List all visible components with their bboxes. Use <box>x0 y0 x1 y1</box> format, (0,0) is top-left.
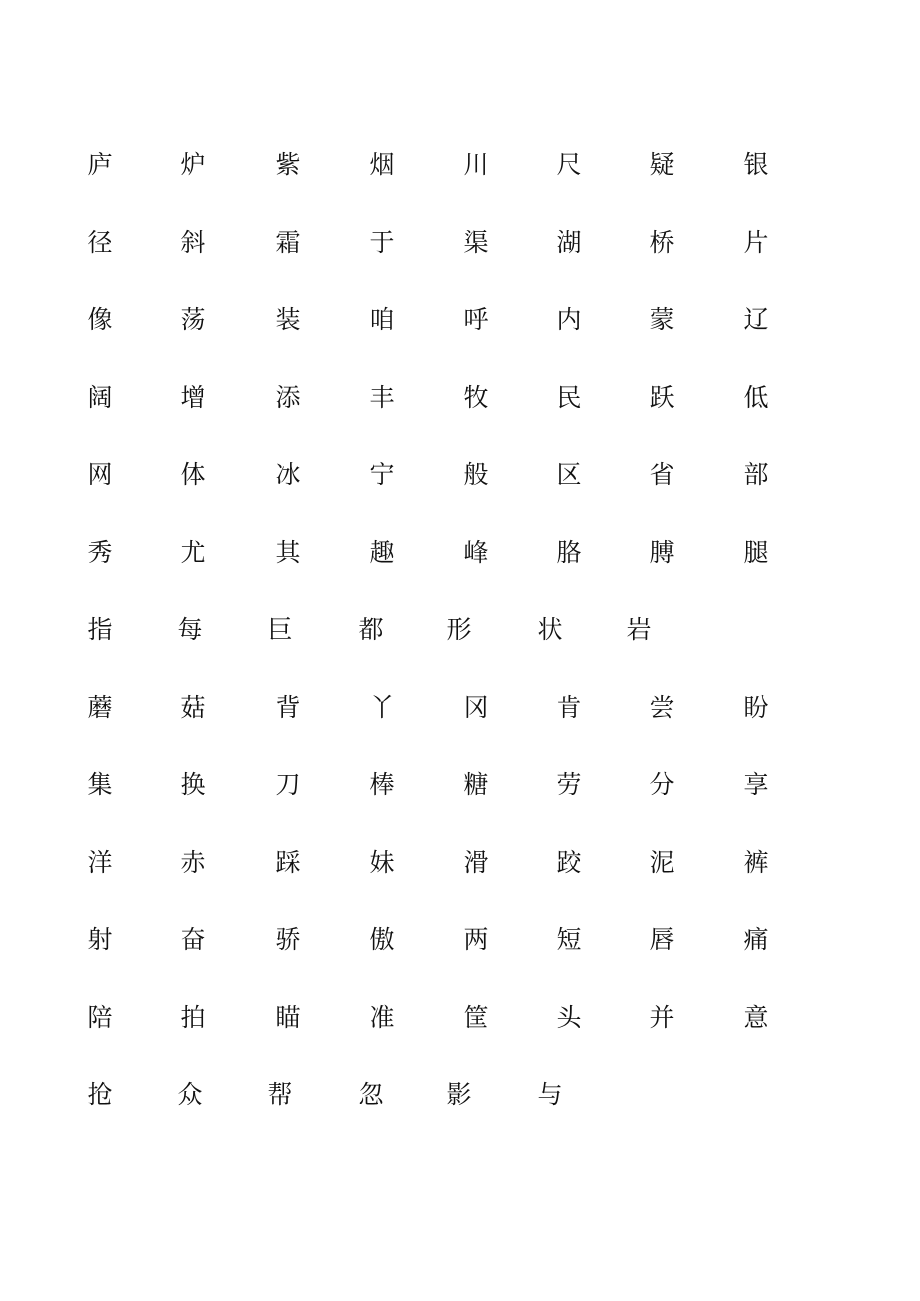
character-cell: 骄 <box>275 925 301 954</box>
character-cell: 疑 <box>649 150 675 179</box>
character-cell: 瞄 <box>275 1003 301 1032</box>
character-cell: 径 <box>87 228 113 257</box>
character-cell: 岩 <box>626 615 652 644</box>
character-row <box>0 688 920 728</box>
character-cell: 烟 <box>369 150 395 179</box>
character-cell: 辽 <box>743 305 769 334</box>
character-cell: 陪 <box>87 1003 113 1032</box>
character-cell: 民 <box>556 383 582 412</box>
character-cell: 每 <box>177 615 203 644</box>
character-cell: 背 <box>275 693 301 722</box>
character-cell: 省 <box>649 460 675 489</box>
character-cell: 棒 <box>369 770 395 799</box>
character-cell: 冰 <box>275 460 301 489</box>
character-cell: 斜 <box>180 228 206 257</box>
character-cell: 川 <box>463 150 489 179</box>
character-cell: 蒙 <box>649 305 675 334</box>
character-cell: 内 <box>556 305 582 334</box>
character-cell: 阔 <box>87 383 113 412</box>
character-cell: 宁 <box>369 460 395 489</box>
character-cell: 腿 <box>743 538 769 567</box>
character-cell: 冈 <box>463 693 489 722</box>
character-cell: 尤 <box>180 538 206 567</box>
character-row <box>0 455 920 495</box>
character-cell: 炉 <box>180 150 206 179</box>
character-cell: 劳 <box>556 770 582 799</box>
character-cell: 准 <box>369 1003 395 1032</box>
character-row <box>0 920 920 960</box>
character-cell: 糖 <box>463 770 489 799</box>
character-cell: 秀 <box>87 538 113 567</box>
character-row <box>0 145 920 185</box>
character-cell: 傲 <box>369 925 395 954</box>
character-cell: 膊 <box>649 538 675 567</box>
character-cell: 片 <box>743 228 769 257</box>
character-cell: 滑 <box>463 848 489 877</box>
character-cell: 趣 <box>369 538 395 567</box>
character-cell: 菇 <box>180 693 206 722</box>
character-cell: 跤 <box>556 848 582 877</box>
character-cell: 享 <box>743 770 769 799</box>
character-cell: 短 <box>556 925 582 954</box>
character-cell: 裤 <box>743 848 769 877</box>
character-cell: 渠 <box>463 228 489 257</box>
character-row <box>0 998 920 1038</box>
character-row <box>0 610 920 650</box>
character-row <box>0 765 920 805</box>
character-cell: 区 <box>556 460 582 489</box>
character-cell: 部 <box>743 460 769 489</box>
character-cell: 指 <box>87 615 113 644</box>
character-row <box>0 533 920 573</box>
character-cell: 头 <box>556 1003 582 1032</box>
character-cell: 霜 <box>275 228 301 257</box>
character-cell: 体 <box>180 460 206 489</box>
character-row <box>0 223 920 263</box>
character-row <box>0 1075 920 1115</box>
character-cell: 射 <box>87 925 113 954</box>
character-cell: 妹 <box>369 848 395 877</box>
character-cell: 峰 <box>463 538 489 567</box>
character-cell: 尝 <box>649 693 675 722</box>
character-cell: 胳 <box>556 538 582 567</box>
character-cell: 增 <box>180 383 206 412</box>
character-cell: 都 <box>358 615 384 644</box>
character-cell: 于 <box>369 228 395 257</box>
character-cell: 洋 <box>87 848 113 877</box>
character-cell: 跃 <box>649 383 675 412</box>
character-cell: 巨 <box>267 615 293 644</box>
character-cell: 肯 <box>556 693 582 722</box>
character-cell: 帮 <box>267 1080 293 1109</box>
character-cell: 赤 <box>180 848 206 877</box>
character-cell: 其 <box>275 538 301 567</box>
character-cell: 筐 <box>463 1003 489 1032</box>
character-cell: 尺 <box>556 150 582 179</box>
character-cell: 牧 <box>463 383 489 412</box>
character-cell: 盼 <box>743 693 769 722</box>
character-cell: 形 <box>446 615 472 644</box>
character-cell: 低 <box>743 383 769 412</box>
character-cell: 唇 <box>649 925 675 954</box>
character-cell: 像 <box>87 305 113 334</box>
character-cell: 抢 <box>87 1080 113 1109</box>
character-row <box>0 300 920 340</box>
character-cell: 分 <box>649 770 675 799</box>
character-cell: 集 <box>87 770 113 799</box>
character-cell: 奋 <box>180 925 206 954</box>
character-cell: 桥 <box>649 228 675 257</box>
character-cell: 痛 <box>743 925 769 954</box>
character-cell: 泥 <box>649 848 675 877</box>
character-cell: 状 <box>537 615 563 644</box>
character-cell: 忽 <box>358 1080 384 1109</box>
character-cell: 意 <box>743 1003 769 1032</box>
character-cell: 踩 <box>275 848 301 877</box>
character-cell: 紫 <box>275 150 301 179</box>
character-cell: 庐 <box>87 150 113 179</box>
character-cell: 拍 <box>180 1003 206 1032</box>
character-row <box>0 843 920 883</box>
character-cell: 与 <box>537 1080 563 1109</box>
character-cell: 银 <box>743 150 769 179</box>
character-cell: 蘑 <box>87 693 113 722</box>
character-cell: 呼 <box>463 305 489 334</box>
character-cell: 般 <box>463 460 489 489</box>
character-row <box>0 378 920 418</box>
character-cell: 影 <box>446 1080 472 1109</box>
character-cell: 两 <box>463 925 489 954</box>
character-cell: 添 <box>275 383 301 412</box>
character-cell: 荡 <box>180 305 206 334</box>
character-cell: 咱 <box>369 305 395 334</box>
character-cell: 湖 <box>556 228 582 257</box>
character-cell: 刀 <box>275 770 301 799</box>
character-cell: 丫 <box>369 693 395 722</box>
character-cell: 众 <box>177 1080 203 1109</box>
character-cell: 装 <box>275 305 301 334</box>
character-cell: 网 <box>87 460 113 489</box>
character-cell: 丰 <box>369 383 395 412</box>
character-cell: 换 <box>180 770 206 799</box>
character-cell: 并 <box>649 1003 675 1032</box>
